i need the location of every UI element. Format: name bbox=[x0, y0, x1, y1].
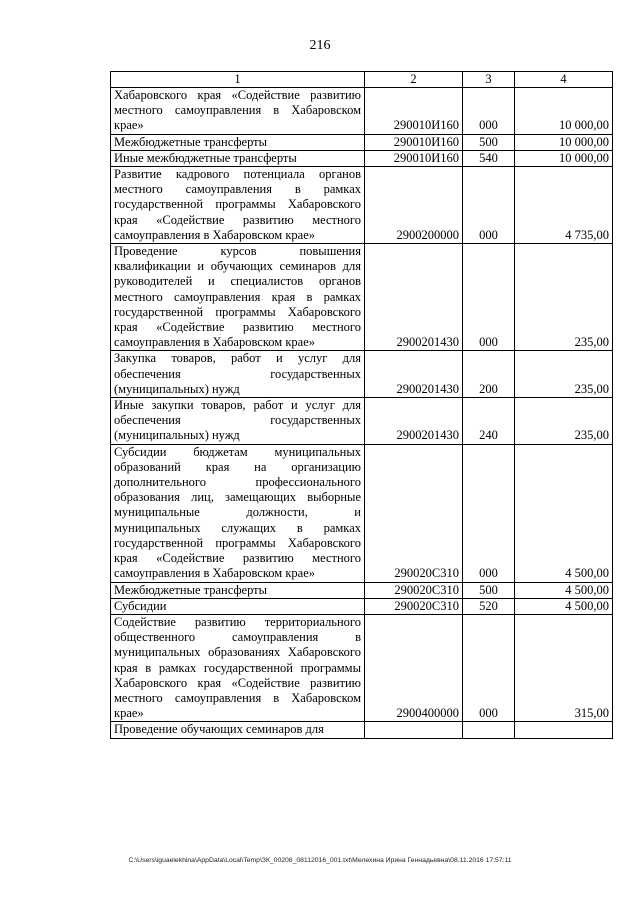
type-cell: 500 bbox=[463, 582, 515, 598]
description-cell: Хабаровского края «Содействие развитию местного самоуправления в Хабаровском крае» bbox=[111, 88, 365, 135]
page-number: 216 bbox=[309, 38, 331, 53]
code-cell: 290020С310 bbox=[365, 598, 463, 614]
description-cell: Субсидии бюджетам муниципальных образований края на организацию дополнительного профессионального образования лиц, замещающих выборные муниципальные должности, и муниципальных служащих в рамках государственной программы Хабаровского края «Содействие развитию местного самоуправления в Хабаровском крае» bbox=[111, 444, 365, 582]
description-cell: Развитие кадрового потенциала органов местного самоуправления в рамках государственной программы Хабаровского края «Содействие развитию местного самоуправления в Хабаровском крае» bbox=[111, 167, 365, 244]
header-row bbox=[111, 72, 613, 88]
code-cell: 2900200000 bbox=[365, 167, 463, 244]
type-cell: 540 bbox=[463, 150, 515, 166]
description-cell: Закупка товаров, работ и услуг для обеспечения государственных (муниципальных) нужд bbox=[111, 351, 365, 398]
code-cell: 290010И160 bbox=[365, 150, 463, 166]
type-cell: 000 bbox=[463, 88, 515, 135]
amount-cell: 10 000,00 bbox=[515, 88, 613, 135]
file-path-footer: C:\Users\iguaelekhina\AppData\Local\Temp\ЗК_00208_08112016_001.txt\Мелехина Ирина Геннадьевна\08.11.2016 17:57:11 bbox=[128, 857, 512, 864]
table-row bbox=[111, 167, 613, 244]
table-row bbox=[111, 582, 613, 598]
description-cell: Содействие развитию территориального общественного самоуправления в муниципальных образованиях Хабаровского края в рамках государственной программы Хабаровского края «Содействие развитию местного самоуправления в Хабаровском крае» bbox=[111, 614, 365, 721]
budget-table bbox=[110, 71, 613, 739]
table-row bbox=[111, 134, 613, 150]
amount-cell: 4 500,00 bbox=[515, 582, 613, 598]
code-cell: 290020С310 bbox=[365, 444, 463, 582]
code-cell: 290010И160 bbox=[365, 88, 463, 135]
type-cell: 240 bbox=[463, 398, 515, 445]
type-cell: 000 bbox=[463, 167, 515, 244]
amount-cell: 4 500,00 bbox=[515, 444, 613, 582]
amount-cell: 235,00 bbox=[515, 351, 613, 398]
type-cell: 500 bbox=[463, 134, 515, 150]
code-cell bbox=[365, 722, 463, 738]
type-cell: 000 bbox=[463, 244, 515, 351]
type-cell: 000 bbox=[463, 614, 515, 721]
amount-cell: 235,00 bbox=[515, 244, 613, 351]
description-cell: Иные закупки товаров, работ и услуг для обеспечения государственных (муниципальных) нужд bbox=[111, 398, 365, 445]
table-row bbox=[111, 614, 613, 721]
table-row bbox=[111, 88, 613, 135]
table-row bbox=[111, 150, 613, 166]
header-cell-3: 3 bbox=[463, 72, 515, 88]
amount-cell bbox=[515, 722, 613, 738]
description-cell: Проведение курсов повышения квалификации и обучающих семинаров для руководителей и специалистов органов местного самоуправления края в рамках государственной программы Хабаровского края «Содействие развитию местного самоуправления в Хабаровском крае» bbox=[111, 244, 365, 351]
type-cell: 520 bbox=[463, 598, 515, 614]
amount-cell: 10 000,00 bbox=[515, 134, 613, 150]
table-row bbox=[111, 244, 613, 351]
amount-cell: 4 500,00 bbox=[515, 598, 613, 614]
description-cell: Межбюджетные трансферты bbox=[111, 582, 365, 598]
amount-cell: 4 735,00 bbox=[515, 167, 613, 244]
header-cell-1: 1 bbox=[111, 72, 365, 88]
type-cell bbox=[463, 722, 515, 738]
table-row bbox=[111, 598, 613, 614]
table-row bbox=[111, 398, 613, 445]
table-row bbox=[111, 722, 613, 738]
description-cell: Субсидии bbox=[111, 598, 365, 614]
type-cell: 200 bbox=[463, 351, 515, 398]
code-cell: 290010И160 bbox=[365, 134, 463, 150]
table-row bbox=[111, 351, 613, 398]
code-cell: 2900201430 bbox=[365, 398, 463, 445]
code-cell: 2900201430 bbox=[365, 351, 463, 398]
header-cell-4: 4 bbox=[515, 72, 613, 88]
amount-cell: 10 000,00 bbox=[515, 150, 613, 166]
description-cell: Межбюджетные трансферты bbox=[111, 134, 365, 150]
table-row bbox=[111, 444, 613, 582]
code-cell: 2900201430 bbox=[365, 244, 463, 351]
description-cell: Проведение обучающих семинаров для bbox=[111, 722, 365, 738]
amount-cell: 235,00 bbox=[515, 398, 613, 445]
amount-cell: 315,00 bbox=[515, 614, 613, 721]
description-cell: Иные межбюджетные трансферты bbox=[111, 150, 365, 166]
type-cell: 000 bbox=[463, 444, 515, 582]
code-cell: 290020С310 bbox=[365, 582, 463, 598]
header-cell-2: 2 bbox=[365, 72, 463, 88]
code-cell: 2900400000 bbox=[365, 614, 463, 721]
